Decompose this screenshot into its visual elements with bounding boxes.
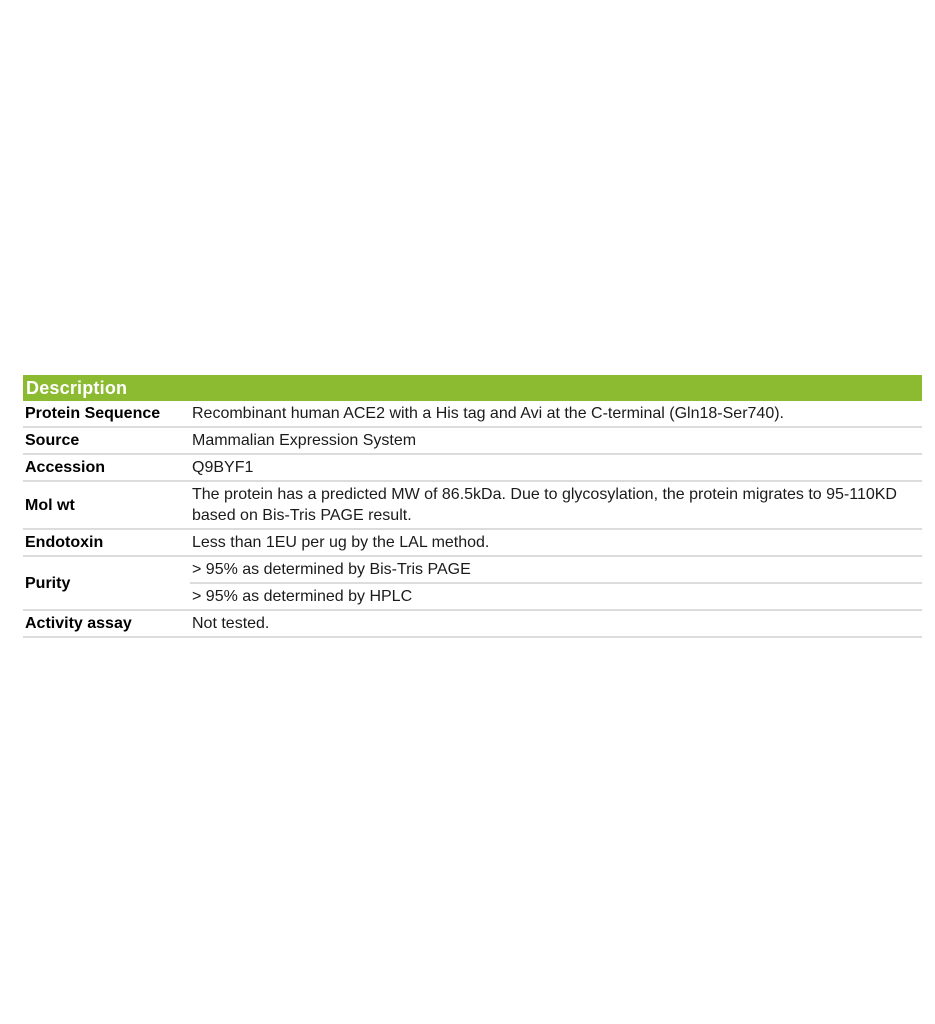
row-values xyxy=(190,611,922,636)
table-row xyxy=(23,428,922,455)
row-label: Accession xyxy=(25,459,106,476)
description-table-header xyxy=(23,375,922,401)
table-row xyxy=(23,611,922,638)
row-values xyxy=(190,482,922,528)
table-body xyxy=(23,401,922,638)
row-value: Mammalian Expression System xyxy=(192,432,417,449)
row-values xyxy=(190,557,922,609)
table-title: Description xyxy=(26,377,128,398)
table-row xyxy=(23,401,922,428)
row-label: Activity assay xyxy=(25,615,132,632)
row-label: Endotoxin xyxy=(25,534,104,551)
row-value: > 95% as determined by HPLC xyxy=(190,582,922,609)
row-value: Not tested. xyxy=(192,615,270,632)
row-values xyxy=(190,401,922,426)
row-label: Mol wt xyxy=(25,496,75,514)
row-label: Source xyxy=(25,432,80,449)
row-values xyxy=(190,530,922,555)
row-label: Purity xyxy=(25,574,71,592)
table-row xyxy=(23,557,922,611)
row-label: Protein Sequence xyxy=(25,405,161,422)
row-values xyxy=(190,428,922,453)
description-table xyxy=(23,375,922,638)
row-value: Less than 1EU per ug by the LAL method. xyxy=(192,534,490,551)
row-value: > 95% as determined by Bis-Tris PAGE xyxy=(192,561,471,578)
row-value: Recombinant human ACE2 with a His tag and Avi at the C-terminal (Gln18-Ser740). xyxy=(192,405,784,422)
table-row xyxy=(23,455,922,482)
row-value: Q9BYF1 xyxy=(192,459,254,476)
table-row xyxy=(23,530,922,557)
row-values xyxy=(190,455,922,480)
table-row xyxy=(23,482,922,530)
row-value: The protein has a predicted MW of 86.5kDa. Due to glycosylation, the protein migrates to 95-110KD based on Bis-Tris PAGE result. xyxy=(192,486,897,524)
